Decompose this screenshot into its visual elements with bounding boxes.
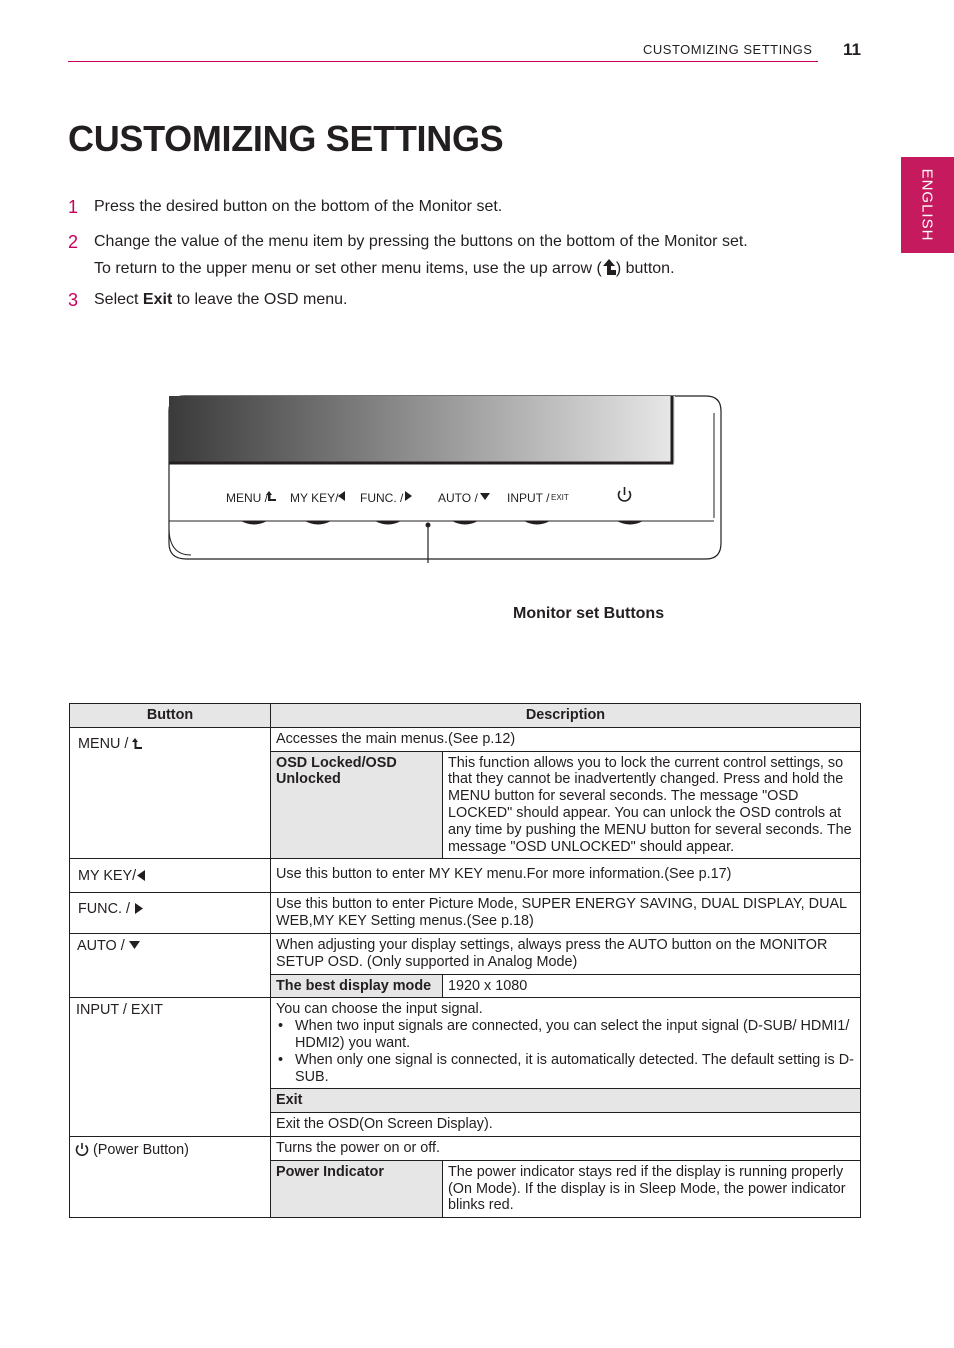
step-number: 3 — [68, 290, 79, 310]
sub-value-cell: This function allows you to lock the current control settings, so that they cannot be inadvertently changed. Press and hold the MENU button for several seconds. The message "OSD LOCKED" should appear. You can unlock the OSD controls at any time by pushing the MENU button for several seconds. The message "OSD UNLOCKED" should appear. — [443, 751, 861, 859]
table-row — [70, 893, 861, 934]
button-table — [69, 703, 861, 1218]
button-cell-func: FUNC. / — [70, 893, 271, 934]
desc-cell: Use this button to enter Picture Mode, SUPER ENERGY SAVING, DUAL DISPLAY, DUAL WEB,MY KEY Setting menus.(See p.18) — [271, 893, 861, 934]
table-header-row — [70, 704, 861, 728]
down-triangle-icon — [129, 940, 140, 950]
button-cell-menu: MENU / — [70, 727, 271, 859]
header-rule — [68, 61, 818, 62]
sub-key-cell: The best display mode — [271, 974, 443, 998]
language-tab — [901, 157, 954, 253]
col-header-button: Button — [70, 704, 271, 728]
up-arrow-icon — [602, 259, 616, 275]
table-row — [70, 859, 861, 893]
table-row — [70, 727, 861, 751]
step-text: Press the desired button on the bottom of the Monitor set. — [94, 198, 503, 215]
label-exit: EXIT — [551, 493, 569, 502]
desc-cell — [271, 998, 861, 1089]
button-cell-auto: AUTO / — [70, 933, 271, 997]
desc-cell: Exit the OSD(On Screen Display). — [271, 1113, 861, 1137]
step-number: 1 — [68, 197, 79, 217]
running-header: CUSTOMIZING SETTINGS — [643, 42, 813, 57]
button-cell-power: (Power Button) — [70, 1136, 271, 1217]
label-func: FUNC. / — [360, 491, 404, 505]
desc-intro: You can choose the input signal. — [276, 1001, 483, 1018]
power-icon — [75, 1142, 89, 1156]
desc-cell: Accesses the main menus.(See p.12) — [271, 727, 861, 751]
language-tab-label: ENGLISH — [918, 168, 936, 242]
col-header-description: Description — [271, 704, 861, 728]
button-cell-input: INPUT / EXIT — [70, 998, 271, 1137]
label-input: INPUT / — [507, 491, 550, 505]
desc-cell: When adjusting your display settings, always press the AUTO button on the MONITOR SETUP OSD. (Only supported in Analog Mode) — [271, 933, 861, 974]
button-cell-mykey: MY KEY/ — [70, 859, 271, 893]
sub-value-cell: 1920 x 1080 — [443, 974, 861, 998]
table-row — [70, 1136, 861, 1160]
sub-key-cell: Power Indicator — [271, 1160, 443, 1217]
step-number: 2 — [68, 232, 79, 252]
callout-label: Monitor set Buttons — [513, 605, 665, 622]
page-title: CUSTOMIZING SETTINGS — [68, 118, 504, 159]
list-item: • When only one signal is connected, it is automatically detected. The default setting is D-SUB. — [276, 1052, 855, 1086]
step-text-line2: To return to the upper menu or set other menu items, use the up arrow ( ) button. — [94, 260, 675, 277]
sub-key-cell: OSD Locked/OSD Unlocked — [271, 751, 443, 859]
desc-cell: Use this button to enter MY KEY menu.For more information.(See p.17) — [271, 859, 861, 893]
list-item: • When two input signals are connected, you can select the input signal (D-SUB/ HDMI1/ HDMI2) you want. — [276, 1018, 855, 1052]
table-row — [70, 933, 861, 974]
bullet-list — [276, 1018, 855, 1085]
step-text: Select Exit to leave the OSD menu. — [94, 291, 348, 308]
sub-value-cell: The power indicator stays red if the display is running properly (On Mode). If the display is in Sleep Mode, the power indicator blinks red. — [443, 1160, 861, 1217]
right-triangle-icon — [134, 903, 144, 914]
label-menu: MENU / — [226, 491, 268, 505]
desc-cell: Turns the power on or off. — [271, 1136, 861, 1160]
table-row — [70, 998, 861, 1089]
up-arrow-icon — [132, 738, 142, 750]
monitor-illustration — [166, 393, 726, 563]
label-auto: AUTO / — [438, 491, 478, 505]
label-mykey: MY KEY/ — [290, 491, 339, 505]
monitor-diagram — [166, 393, 726, 563]
left-triangle-icon — [136, 870, 146, 881]
sub-heading-cell: Exit — [271, 1089, 861, 1113]
step-text: Change the value of the menu item by pressing the buttons on the bottom of the Monitor set. — [94, 233, 748, 250]
page-number: 11 — [843, 40, 861, 59]
